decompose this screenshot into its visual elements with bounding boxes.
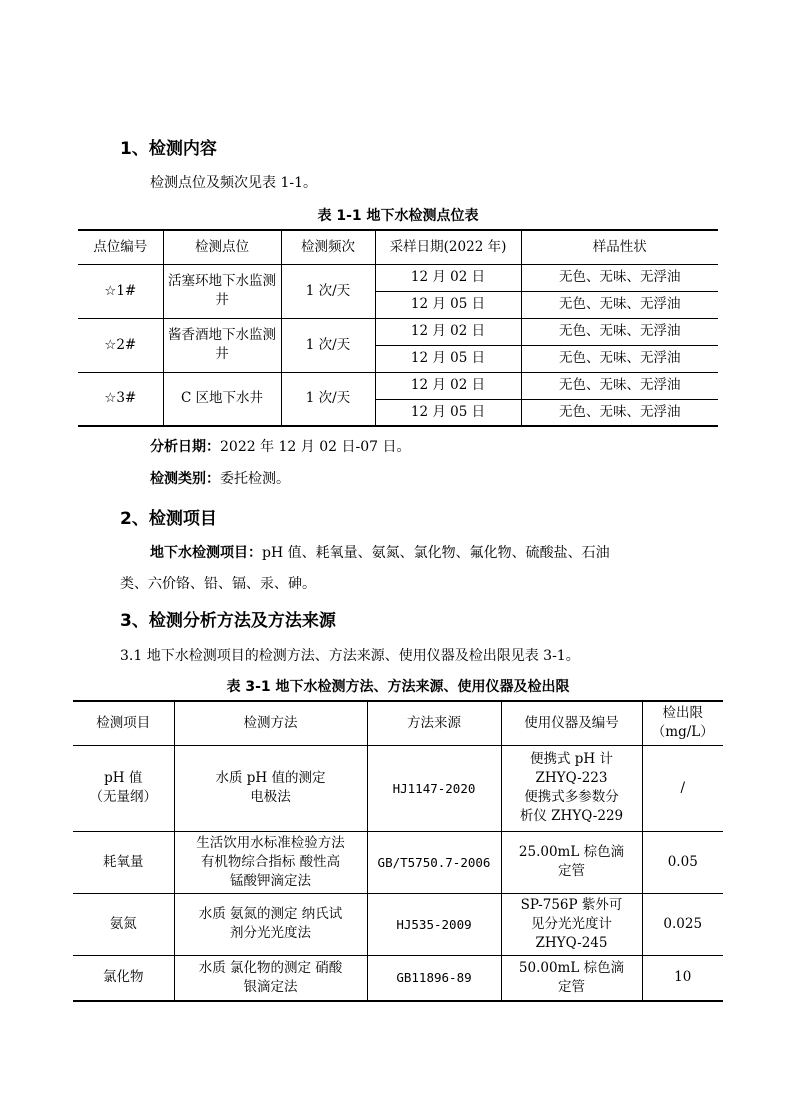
test-method: 生活饮用水标准检验方法 有机物综合指标 酸性高 锰酸钾滴定法 — [174, 831, 367, 893]
sampling-date: 12 月 02 日 — [375, 264, 521, 291]
col-header-method: 检测方法 — [174, 701, 367, 745]
method-source: GB/T5750.7-2006 — [367, 831, 501, 893]
sample-traits: 无色、无味、无浮油 — [521, 372, 718, 399]
table-row — [78, 372, 718, 399]
analysis-date-value: 2022 年 12 月 02 日-07 日。 — [220, 439, 411, 455]
sample-traits: 无色、无味、无浮油 — [521, 264, 718, 291]
col-header-frequency: 检测频次 — [281, 230, 375, 264]
section-1-intro: 检测点位及频次见表 1-1。 — [150, 175, 317, 191]
sample-traits: 无色、无味、无浮油 — [521, 318, 718, 345]
method-source: HJ535-2009 — [367, 893, 501, 955]
table-row — [78, 264, 718, 291]
point-id: ☆2# — [78, 318, 163, 372]
instrument: 50.00mL 棕色滴 定管 — [501, 955, 642, 1001]
point-frequency: 1 次/天 — [281, 318, 375, 372]
col-header-source: 方法来源 — [367, 701, 501, 745]
test-items-label: 地下水检测项目： — [150, 545, 262, 561]
category-label: 检测类别： — [150, 471, 220, 487]
test-item: 氨氮 — [73, 893, 174, 955]
point-site: C 区地下水井 — [163, 372, 281, 426]
sampling-date: 12 月 02 日 — [375, 318, 521, 345]
col-header-site: 检测点位 — [163, 230, 281, 264]
point-site: 活塞环地下水监测井 — [163, 264, 281, 318]
test-item: pH 值 （无量纲） — [73, 745, 174, 831]
sample-traits: 无色、无味、无浮油 — [521, 399, 718, 426]
analysis-date-line — [150, 436, 411, 456]
monitoring-points-table — [78, 229, 718, 427]
test-item: 氯化物 — [73, 955, 174, 1001]
sampling-date: 12 月 05 日 — [375, 399, 521, 426]
col-header-item: 检测项目 — [73, 701, 174, 745]
table-3-1-caption: 表 3-1 地下水检测方法、方法来源、使用仪器及检出限 — [226, 679, 570, 695]
col-header-instrument: 使用仪器及编号 — [501, 701, 642, 745]
section-3-heading: 3、检测分析方法及方法来源 — [120, 611, 336, 631]
point-frequency: 1 次/天 — [281, 264, 375, 318]
instrument: SP-756P 紫外可 见分光光度计 ZHYQ-245 — [501, 893, 642, 955]
instrument: 便携式 pH 计 ZHYQ-223 便携式多参数分 析仪 ZHYQ-229 — [501, 745, 642, 831]
col-header-sampling-date: 采样日期(2022 年) — [375, 230, 521, 264]
analysis-date-label: 分析日期： — [150, 439, 220, 455]
sample-traits: 无色、无味、无浮油 — [521, 291, 718, 318]
test-item: 耗氧量 — [73, 831, 174, 893]
test-items-line-2: 类、六价铬、铅、镉、汞、砷。 — [120, 576, 316, 592]
point-frequency: 1 次/天 — [281, 372, 375, 426]
method-source: HJ1147-2020 — [367, 745, 501, 831]
detection-limit: / — [642, 745, 723, 831]
table-row — [73, 745, 723, 831]
test-methods-table — [73, 700, 723, 1002]
table-1-1-caption: 表 1-1 地下水检测点位表 — [317, 208, 479, 224]
col-header-sample-traits: 样品性状 — [521, 230, 718, 264]
table-row — [73, 955, 723, 1001]
sampling-date: 12 月 05 日 — [375, 291, 521, 318]
sampling-date: 12 月 02 日 — [375, 372, 521, 399]
detection-limit: 10 — [642, 955, 723, 1001]
sample-traits: 无色、无味、无浮油 — [521, 345, 718, 372]
table-row — [73, 893, 723, 955]
detection-limit: 0.025 — [642, 893, 723, 955]
test-method: 水质 pH 值的测定 电极法 — [174, 745, 367, 831]
col-header-limit: 检出限 （mg/L） — [642, 701, 723, 745]
test-method: 水质 氨氮的测定 纳氏试 剂分光光度法 — [174, 893, 367, 955]
point-site: 酱香酒地下水监测井 — [163, 318, 281, 372]
table-row — [73, 831, 723, 893]
test-method: 水质 氯化物的测定 硝酸 银滴定法 — [174, 955, 367, 1001]
sampling-date: 12 月 05 日 — [375, 345, 521, 372]
table-row — [78, 318, 718, 345]
col-header-point-id: 点位编号 — [78, 230, 163, 264]
point-id: ☆3# — [78, 372, 163, 426]
test-items-value: pH 值、耗氧量、氨氮、氯化物、氟化物、硫酸盐、石油 — [262, 545, 610, 561]
test-items-line-1 — [150, 542, 610, 562]
section-2-heading: 2、检测项目 — [120, 509, 217, 529]
point-id: ☆1# — [78, 264, 163, 318]
category-value: 委托检测。 — [220, 471, 290, 487]
section-1-heading: 1、检测内容 — [120, 139, 217, 159]
method-source: GB11896-89 — [367, 955, 501, 1001]
instrument: 25.00mL 棕色滴 定管 — [501, 831, 642, 893]
category-line — [150, 468, 290, 488]
section-3-intro: 3.1 地下水检测项目的检测方法、方法来源、使用仪器及检出限见表 3-1。 — [120, 648, 580, 664]
detection-limit: 0.05 — [642, 831, 723, 893]
